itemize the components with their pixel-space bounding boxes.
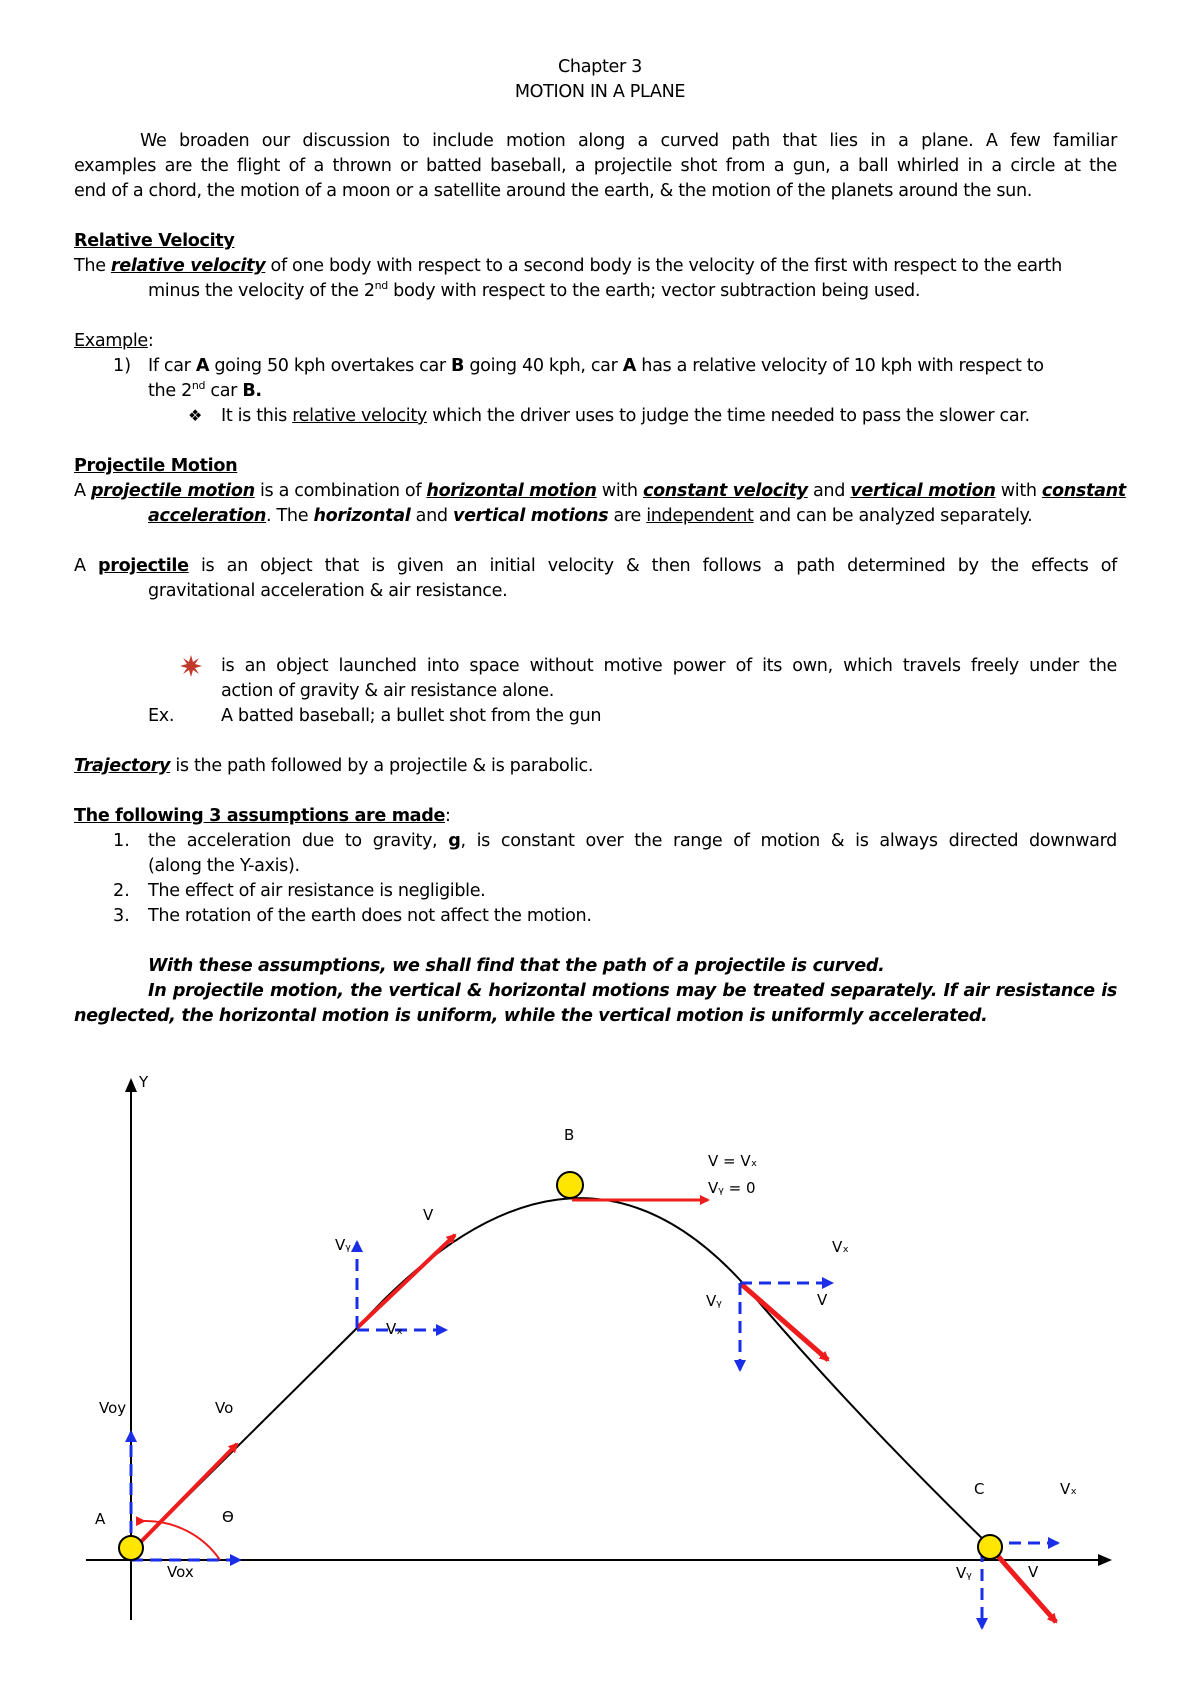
ball-a — [119, 1536, 143, 1560]
assumption-1-line-1: the acceleration due to gravity, g, is constant over the range of motion & is always directed downward — [148, 831, 1117, 851]
chapter-title: MOTION IN A PLANE — [514, 82, 686, 102]
example-heading: Example: — [74, 331, 154, 351]
assumption-3: The rotation of the earth does not affect the motion. — [148, 906, 592, 926]
conclusion-line-3: neglected, the horizontal motion is uniform, while the vertical motion is uniformly accelerated. — [74, 1006, 988, 1026]
projectile-motion-line-1: A projectile motion is a combination of horizontal motion with constant velocity and vertical motion with constant — [74, 481, 1126, 501]
example-label: Ex. — [148, 706, 175, 726]
relative-velocity-def-line-1: The relative velocity of one body with respect to a second body is the velocity of the first with respect to the earth — [74, 256, 1062, 276]
chapter-number: Chapter 3 — [558, 57, 642, 77]
intro-line-3: end of a chord, the motion of a moon or a satellite around the earth, & the motion of the planets around the sun. — [74, 181, 1033, 201]
assumption-number: 3. — [113, 906, 130, 926]
projectile-motion-heading: Projectile Motion — [74, 456, 238, 476]
ball-c — [978, 1535, 1002, 1559]
relative-velocity-heading: Relative Velocity — [74, 231, 235, 251]
v-label-ascending: V — [423, 1206, 434, 1224]
projectile-motion-line-2: acceleration. The horizontal and vertical motions are independent and can be analyzed separately. — [148, 506, 1033, 526]
ball-b — [557, 1172, 583, 1198]
projectile-line-2: gravitational acceleration & air resistance. — [148, 581, 508, 601]
point-c-label: C — [974, 1480, 985, 1498]
point-b-label: B — [564, 1126, 575, 1144]
term-relative-velocity: relative velocity — [110, 256, 266, 276]
projectile-line-1: A projectile is an object that is given an initial velocity & then follows a path determined by the effects of — [74, 556, 1117, 576]
projectile-line-3: is an object launched into space without motive power of its own, which travels freely under the — [221, 656, 1117, 676]
diamond-bullet-icon: ❖ — [188, 406, 203, 425]
velocity-arrow-landing — [990, 1547, 1056, 1622]
vy-label-descending: Vᵧ — [706, 1292, 722, 1310]
example-line-1: If car A going 50 kph overtakes car B going 40 kph, car A has a relative velocity of 10 kph with respect to — [148, 356, 1044, 376]
example-text: A batted baseball; a bullet shot from the gun — [221, 706, 602, 726]
intro-line-2: examples are the flight of a thrown or batted baseball, a projectile shot from a gun, a ball whirled in a circle at the — [74, 156, 1117, 176]
vx-label-ascending: Vₓ — [386, 1320, 403, 1338]
assumptions-heading: The following 3 assumptions are made: — [74, 806, 451, 826]
conclusion-line-2: In projectile motion, the vertical & horizontal motions may be treated separately. If air resistance is — [148, 981, 1117, 1001]
assumption-number: 2. — [113, 881, 130, 901]
vx-label-descending: Vₓ — [832, 1238, 849, 1256]
assumption-number: 1. — [113, 831, 130, 851]
vx-label-landing: Vₓ — [1060, 1480, 1077, 1498]
example-note: It is this relative velocity which the driver uses to judge the time needed to pass the slower car. — [221, 406, 1030, 426]
conclusion-line-1: With these assumptions, we shall find that the path of a projectile is curved. — [148, 956, 885, 976]
v0-label: Vo — [215, 1399, 234, 1417]
point-a-label: A — [95, 1510, 106, 1528]
v-label-landing: V — [1028, 1563, 1039, 1581]
trajectory-curve — [131, 1198, 990, 1552]
theta-label: Ɵ — [222, 1508, 234, 1526]
projectile-line-4: action of gravity & air resistance alone. — [221, 681, 554, 701]
y-axis-label: Y — [139, 1073, 149, 1091]
b-equation-2: Vᵧ = 0 — [708, 1179, 756, 1197]
v0x-label: Vox — [167, 1563, 194, 1581]
intro-line-1: We broaden our discussion to include motion along a curved path that lies in a plane. A few familiar — [140, 131, 1117, 151]
v-label-descending: V — [817, 1291, 828, 1309]
initial-velocity-arrow — [131, 1444, 237, 1552]
velocity-arrow-descending — [740, 1283, 828, 1360]
relative-velocity-def-line-2: minus the velocity of the 2nd body with respect to the earth; vector subtraction being used. — [148, 279, 921, 301]
velocity-arrow-ascending — [357, 1235, 455, 1328]
example-item-number: 1) — [113, 356, 132, 376]
trajectory-definition: Trajectory is the path followed by a projectile & is parabolic. — [74, 756, 594, 776]
example-line-2: the 2nd car B. — [148, 379, 262, 401]
vy-label-ascending: Vᵧ — [335, 1236, 351, 1254]
vy-label-landing: Vᵧ — [956, 1564, 972, 1582]
assumption-2: The effect of air resistance is negligible. — [148, 881, 486, 901]
b-equation-1: V = Vₓ — [708, 1152, 758, 1170]
assumption-1-line-2: (along the Y-axis). — [148, 856, 300, 876]
v0y-label: Voy — [99, 1399, 127, 1417]
